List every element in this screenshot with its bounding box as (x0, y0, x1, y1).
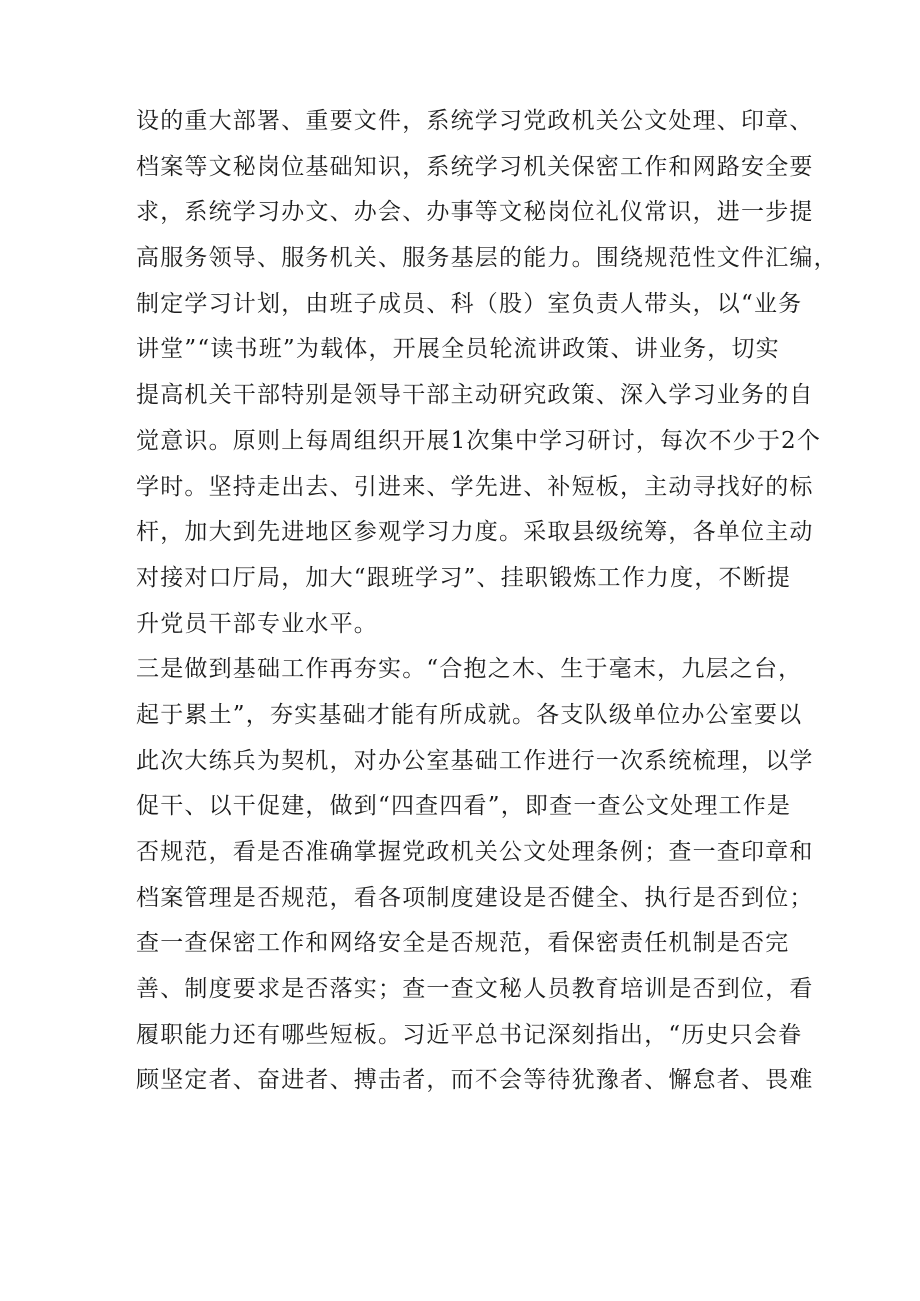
text-line: 起于累土”，夯实基础才能有所成就。各支队级单位办公室要以 (136, 701, 803, 728)
text-line: 否规范，看是否准确掌握党政机关公文处理条例；查一查印章和 (136, 839, 814, 865)
text-line: 提高机关干部特别是领导干部主动研究政策、深入学习业务的自 (136, 382, 814, 409)
text-line: 设的重大部署、重要文件，系统学习党政机关公文处理、印章、 (136, 108, 814, 134)
text-line: 三是做到基础工作再夯实。“合抱之木、生于毫末，九层之台， (136, 656, 803, 683)
text-line: 查一查保密工作和网络安全是否规范，看保密责任机制是否完 (136, 930, 790, 957)
text-line: 讲堂”“读书班”为载体，开展全员轮流讲政策、讲业务，切实 (136, 336, 780, 363)
body-text (136, 99, 838, 1104)
text-line: 学时。坚持走出去、引进来、学先进、补短板，主动寻找好的标 (136, 473, 814, 500)
text-line: 升党员干部专业水平。 (136, 610, 378, 637)
text-line: 档案等文秘岗位基础知识，系统学习机关保密工作和网路安全要 (136, 153, 814, 180)
text-line: 制定学习计划，由班子成员、科（股）室负责人带头，以“业务 (136, 290, 803, 317)
text-line: 此次大练兵为契机，对办公室基础工作进行一次系统梳理，以学 (136, 747, 814, 774)
text-line: 杆，加大到先进地区参观学习力度。采取县级统筹，各单位主动 (136, 519, 814, 546)
text-line: 求，系统学习办文、办会、办事等文秘岗位礼仪常识，进一步提 (136, 199, 814, 226)
text-line: 觉意识。原则上每周组织开展1次集中学习研讨，每次不少于2个 (136, 427, 822, 454)
text-line: 顾坚定者、奋进者、搏击者，而不会等待犹豫者、懈怠者、畏难 (136, 1067, 814, 1094)
text-line: 善、制度要求是否落实；查一查文秘人员教育培训是否到位，看 (136, 976, 814, 1003)
text-line: 对接对口厅局，加大“跟班学习”、挂职锻炼工作力度，不断提 (136, 564, 792, 591)
text-line: 高服务领导、服务机关、服务基层的能力。围绕规范性文件汇编， (136, 245, 838, 272)
text-line: 档案管理是否规范，看各项制度建设是否健全、执行是否到位； (136, 884, 814, 911)
text-line: 履职能力还有哪些短板。习近平总书记深刻指出，“历史只会眷 (136, 1021, 803, 1048)
text-line: 促干、以干促建，做到“四查四看”，即查一查公文处理工作是 (136, 793, 792, 820)
